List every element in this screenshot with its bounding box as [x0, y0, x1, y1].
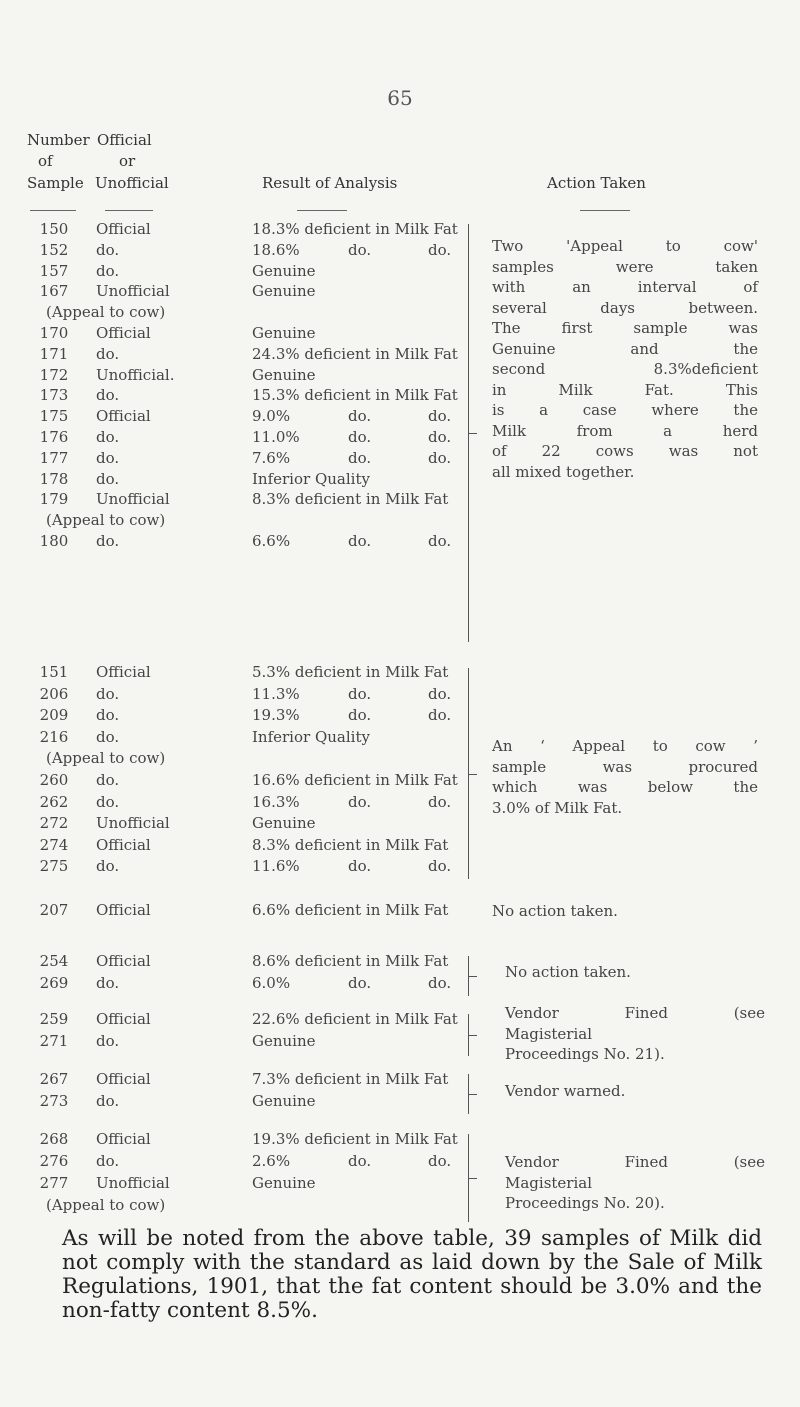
sample-number: 275: [39, 857, 69, 876]
sample-number: 274: [39, 835, 69, 854]
group-bracket-tip: [469, 774, 477, 775]
sample-number: 207: [39, 901, 69, 919]
analysis-result: 6.6% deficient in Milk Fat: [252, 901, 449, 919]
sample-number: 273: [39, 1092, 69, 1110]
appeal-note: (Appeal to cow): [46, 1196, 166, 1214]
result-ditto: do.: [428, 706, 452, 725]
sample-number: 167: [39, 282, 69, 301]
action-line: Magisterial: [505, 1173, 593, 1192]
group-bracket: [460, 1014, 469, 1056]
action-line: Two 'Appeal to cow': [492, 237, 758, 255]
analysis-result: 5.3% deficient in Milk Fat: [252, 663, 449, 681]
sample-number: 262: [39, 792, 69, 811]
sample-number: 272: [39, 814, 69, 833]
official-status: do.: [96, 1092, 120, 1110]
appeal-note: (Appeal to cow): [46, 749, 166, 768]
official-status: do.: [96, 974, 120, 992]
official-status: do.: [96, 448, 120, 467]
analysis-result: 2.6%: [252, 1152, 291, 1170]
sample-number: 206: [39, 684, 69, 703]
action-line: No action taken.: [505, 963, 631, 981]
sample-number: 152: [39, 240, 69, 259]
analysis-result: Genuine: [252, 814, 316, 833]
sample-number: 259: [39, 1010, 69, 1028]
sample-number: 254: [39, 952, 69, 970]
official-status: Unofficial: [96, 282, 170, 301]
sample-number: 260: [39, 771, 69, 789]
result-ditto: do.: [348, 684, 372, 703]
official-status: Official: [96, 952, 151, 970]
result-ditto: do.: [428, 428, 452, 446]
official-status: do.: [96, 684, 120, 703]
action-line: all mixed together.: [492, 462, 635, 481]
official-status: do.: [96, 240, 120, 259]
header-action: Action Taken: [547, 174, 646, 192]
official-status: Official: [96, 220, 151, 238]
sample-number: 177: [39, 448, 69, 467]
action-taken: [505, 1152, 765, 1214]
sample-number: 216: [39, 727, 69, 746]
header-official-line1: Official: [97, 131, 152, 149]
header-official-line3: Unofficial: [95, 174, 169, 192]
official-status: Official: [96, 324, 151, 342]
official-status: do.: [96, 428, 120, 446]
analysis-result: 8.3% deficient in Milk Fat: [252, 490, 449, 509]
sample-number: 151: [39, 663, 69, 681]
analysis-result: 6.0%: [252, 974, 291, 992]
sample-number: 171: [39, 344, 69, 363]
group-bracket: [460, 1134, 469, 1222]
group-bracket: [460, 224, 469, 642]
sample-number: 150: [39, 220, 69, 238]
sample-number: 269: [39, 974, 69, 992]
action-line: 3.0% of Milk Fat.: [492, 798, 623, 817]
analysis-result: Genuine: [252, 365, 316, 384]
analysis-result: 7.3% deficient in Milk Fat: [252, 1070, 449, 1088]
analysis-result: 22.6% deficient in Milk Fat: [252, 1010, 458, 1028]
sample-number: 175: [39, 407, 69, 426]
result-ditto: do.: [348, 240, 372, 259]
result-ditto: do.: [428, 240, 452, 259]
action-line: No action taken.: [492, 902, 618, 920]
analysis-result: 19.3% deficient in Milk Fat: [252, 1130, 458, 1148]
action-line: Proceedings No. 20).: [505, 1194, 665, 1212]
group-bracket: [460, 1074, 469, 1114]
footer-paragraph: As will be noted from the above table, 39 samples of Milk did not comply with the standard as laid down by the Sale of Milk Regulations, 1901, that the fat content should be 3.0% and the non-fatty content 8.5%.: [62, 1226, 762, 1323]
official-status: do.: [96, 771, 120, 789]
official-status: do.: [96, 344, 120, 363]
official-status: do.: [96, 469, 120, 488]
analysis-result: 8.3% deficient in Milk Fat: [252, 835, 449, 854]
official-status: do.: [96, 857, 120, 876]
header-rule-result: [297, 210, 347, 211]
analysis-result: Genuine: [252, 261, 316, 280]
official-status: Official: [96, 663, 151, 681]
result-ditto: do.: [348, 448, 372, 467]
header-number-line3: Sample: [27, 174, 84, 192]
group-bracket: [460, 956, 469, 996]
action-line: Vendor Fined (see: [505, 1004, 765, 1022]
result-ditto: do.: [348, 407, 372, 426]
action-line: Vendor Fined (see: [505, 1153, 765, 1171]
result-ditto: do.: [348, 974, 372, 992]
analysis-result: 7.6%: [252, 448, 291, 467]
analysis-result: 18.3% deficient in Milk Fat: [252, 220, 458, 238]
analysis-result: 11.6%: [252, 857, 300, 876]
sample-number: 172: [39, 365, 69, 384]
header-number-line2: of: [38, 152, 53, 170]
action-taken: [492, 901, 752, 922]
action-line: sample was procured: [492, 757, 758, 776]
official-status: Official: [96, 1010, 151, 1028]
analysis-result: 6.6%: [252, 532, 291, 550]
action-line: The first sample was: [492, 319, 758, 337]
sample-number: 170: [39, 324, 69, 342]
sample-number: 178: [39, 469, 69, 488]
action-line: Genuine and the: [492, 339, 758, 358]
analysis-result: 16.3%: [252, 792, 300, 811]
page-number: 65: [387, 86, 413, 110]
analysis-result: 11.0%: [252, 428, 300, 446]
action-taken: [492, 236, 758, 482]
action-line: several days between.: [492, 298, 758, 317]
analysis-result: Genuine: [252, 324, 316, 342]
result-ditto: do.: [348, 792, 372, 811]
sample-number: 180: [39, 532, 69, 550]
analysis-result: 16.6% deficient in Milk Fat: [252, 771, 458, 789]
sample-number: 176: [39, 428, 69, 446]
official-status: do.: [96, 532, 120, 550]
analysis-result: 9.0%: [252, 407, 291, 426]
sample-number: 173: [39, 386, 69, 405]
analysis-result: Genuine: [252, 1092, 316, 1110]
action-line: Magisterial: [505, 1024, 593, 1043]
header-official-line2: or: [119, 152, 136, 170]
action-taken: [505, 962, 765, 983]
analysis-result: 8.6% deficient in Milk Fat: [252, 952, 449, 970]
official-status: Official: [96, 1130, 151, 1148]
group-bracket-tip: [469, 1035, 477, 1036]
sample-number: 268: [39, 1130, 69, 1148]
action-line: An ‘ Appeal to cow ’: [492, 737, 758, 755]
action-taken: [505, 1003, 765, 1065]
result-ditto: do.: [348, 857, 372, 876]
result-ditto: do.: [428, 1152, 452, 1170]
official-status: do.: [96, 386, 120, 405]
action-line: is a case where the: [492, 401, 758, 419]
result-ditto: do.: [428, 857, 452, 876]
analysis-result: 11.3%: [252, 684, 300, 703]
analysis-result: Inferior Quality: [252, 727, 370, 746]
header-rule-action: [580, 210, 630, 211]
analysis-result: Inferior Quality: [252, 469, 370, 488]
header-result: Result of Analysis: [262, 174, 398, 192]
result-ditto: do.: [428, 532, 452, 550]
official-status: Official: [96, 1070, 151, 1088]
result-ditto: do.: [348, 532, 372, 550]
header-number-line1: Number: [27, 131, 90, 149]
action-taken: [492, 736, 758, 818]
official-status: Official: [96, 901, 151, 919]
sample-number: 267: [39, 1070, 69, 1088]
group-bracket-tip: [469, 1178, 477, 1179]
group-bracket-tip: [469, 1094, 477, 1095]
sample-number: 277: [39, 1174, 69, 1192]
sample-number: 179: [39, 490, 69, 509]
group-bracket: [460, 668, 469, 879]
official-status: Official: [96, 835, 151, 854]
sample-number: 271: [39, 1032, 69, 1050]
action-line: which was below the: [492, 778, 758, 796]
action-line: with an interval of: [492, 278, 758, 296]
appeal-note: (Appeal to cow): [46, 303, 166, 322]
official-status: do.: [96, 1152, 120, 1170]
action-line: Vendor warned.: [505, 1082, 626, 1100]
analysis-result: 24.3% deficient in Milk Fat: [252, 344, 458, 363]
result-ditto: do.: [348, 706, 372, 725]
sample-number: 209: [39, 706, 69, 725]
sample-number: 276: [39, 1152, 69, 1170]
action-line: Milk from a herd: [492, 421, 758, 440]
action-line: of 22 cows was not: [492, 442, 758, 460]
official-status: do.: [96, 792, 120, 811]
result-ditto: do.: [428, 448, 452, 467]
official-status: Official: [96, 407, 151, 426]
action-line: Proceedings No. 21).: [505, 1045, 665, 1063]
result-ditto: do.: [428, 407, 452, 426]
analysis-result: 18.6%: [252, 240, 300, 259]
action-line: second 8.3%deficient: [492, 360, 758, 378]
group-bracket-tip: [469, 976, 477, 977]
analysis-result: Genuine: [252, 1032, 316, 1050]
action-line: in Milk Fat. This: [492, 380, 758, 399]
result-ditto: do.: [428, 792, 452, 811]
result-ditto: do.: [428, 684, 452, 703]
official-status: Unofficial.: [96, 365, 175, 384]
result-ditto: do.: [348, 428, 372, 446]
analysis-result: Genuine: [252, 1174, 316, 1192]
action-line: samples were taken: [492, 257, 758, 276]
official-status: Unofficial: [96, 490, 170, 509]
official-status: do.: [96, 1032, 120, 1050]
header-rule-number: [30, 210, 76, 211]
analysis-result: 19.3%: [252, 706, 300, 725]
result-ditto: do.: [428, 974, 452, 992]
sample-number: 157: [39, 261, 69, 280]
appeal-note: (Appeal to cow): [46, 511, 166, 530]
result-ditto: do.: [348, 1152, 372, 1170]
official-status: do.: [96, 727, 120, 746]
analysis-result: 15.3% deficient in Milk Fat: [252, 386, 458, 405]
official-status: Unofficial: [96, 814, 170, 833]
group-bracket-tip: [469, 433, 477, 434]
official-status: Unofficial: [96, 1174, 170, 1192]
analysis-result: Genuine: [252, 282, 316, 301]
header-rule-official: [105, 210, 153, 211]
official-status: do.: [96, 706, 120, 725]
action-taken: [505, 1081, 765, 1102]
official-status: do.: [96, 261, 120, 280]
